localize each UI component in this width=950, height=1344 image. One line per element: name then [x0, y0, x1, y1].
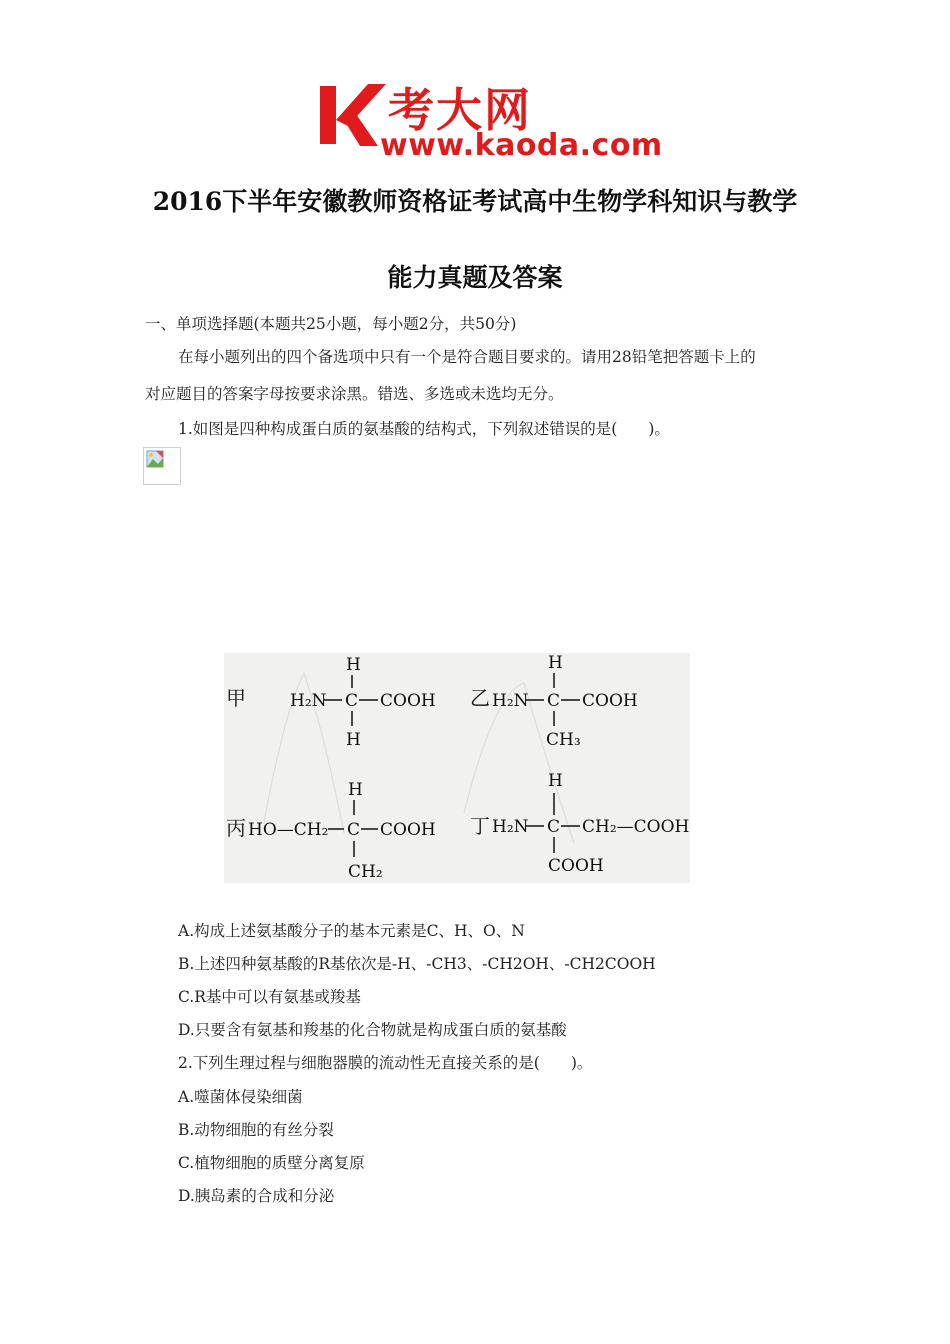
- site-logo[interactable]: [318, 80, 663, 163]
- q1-option-a: A.构成上述氨基酸分子的基本元素是C、H、O、N: [178, 922, 525, 940]
- label-jia: 甲: [226, 686, 246, 710]
- yi-r-group: CH₃: [546, 730, 581, 750]
- logo-brand-text: 考大网: [388, 83, 532, 137]
- amino-acid-structures-figure: [224, 653, 690, 883]
- ding-central-carbon: C: [547, 817, 561, 837]
- bing-bottom-group: CH₂: [348, 862, 383, 882]
- label-bing: 丙: [226, 816, 246, 840]
- jia-top-h: H: [346, 655, 361, 675]
- bing-top-h: H: [348, 780, 363, 800]
- yi-amino-group: H₂N: [492, 691, 529, 711]
- jia-amino-group: H₂N: [290, 691, 327, 711]
- q1-option-c: C.R基中可以有氨基或羧基: [178, 988, 361, 1006]
- q2-option-d: D.胰岛素的合成和分泌: [178, 1187, 335, 1205]
- bing-r-group-left: HO—CH₂: [248, 820, 329, 840]
- bing-central-carbon: C: [347, 820, 361, 840]
- jia-carboxyl-group: COOH: [380, 691, 436, 711]
- broken-image-icon: [143, 447, 181, 485]
- instruction-line-2: 对应题目的答案字母按要求涂黑。错选、多选或未选均无分。: [145, 385, 564, 403]
- logo-url-text: www.kaoda.com: [380, 128, 663, 163]
- question-1-stem: 1.如图是四种构成蛋白质的氨基酸的结构式，下列叙述错误的是( )。: [178, 420, 670, 438]
- ding-amino-group: H₂N: [492, 817, 529, 837]
- bing-carboxyl-group: COOH: [380, 820, 436, 840]
- jia-central-carbon: C: [345, 691, 359, 711]
- ding-r-group: CH₂—COOH: [582, 817, 690, 837]
- section-heading: 一、单项选择题(本题共25小题，每小题2分，共50分): [145, 315, 517, 333]
- question-2-stem: 2.下列生理过程与细胞器膜的流动性无直接关系的是( )。: [178, 1054, 593, 1072]
- jia-r-group: H: [346, 730, 361, 750]
- label-yi: 乙: [470, 686, 490, 710]
- q1-option-d: D.只要含有氨基和羧基的化合物就是构成蛋白质的氨基酸: [178, 1021, 567, 1039]
- yi-top-h: H: [548, 653, 563, 673]
- yi-carboxyl-group: COOH: [582, 691, 638, 711]
- ding-top-h: H: [548, 771, 563, 791]
- yi-central-carbon: C: [547, 691, 561, 711]
- q2-option-c: C.植物细胞的质壁分离复原: [178, 1154, 365, 1172]
- q2-option-b: B.动物细胞的有丝分裂: [178, 1121, 334, 1139]
- document-title-line-2: 能力真题及答案: [387, 263, 563, 292]
- q2-option-a: A.噬菌体侵染细菌: [178, 1088, 303, 1106]
- q1-option-b: B.上述四种氨基酸的R基依次是-H、-CH3、-CH2OH、-CH2COOH: [178, 955, 656, 973]
- instruction-line-1: 在每小题列出的四个备选项中只有一个是符合题目要求的。请用28铅笔把答题卡上的: [178, 348, 756, 366]
- ding-bottom-carboxyl: COOH: [548, 856, 604, 876]
- label-ding: 丁: [470, 814, 490, 838]
- document-title-line-1: 2016下半年安徽教师资格证考试高中生物学科知识与教学: [152, 187, 798, 216]
